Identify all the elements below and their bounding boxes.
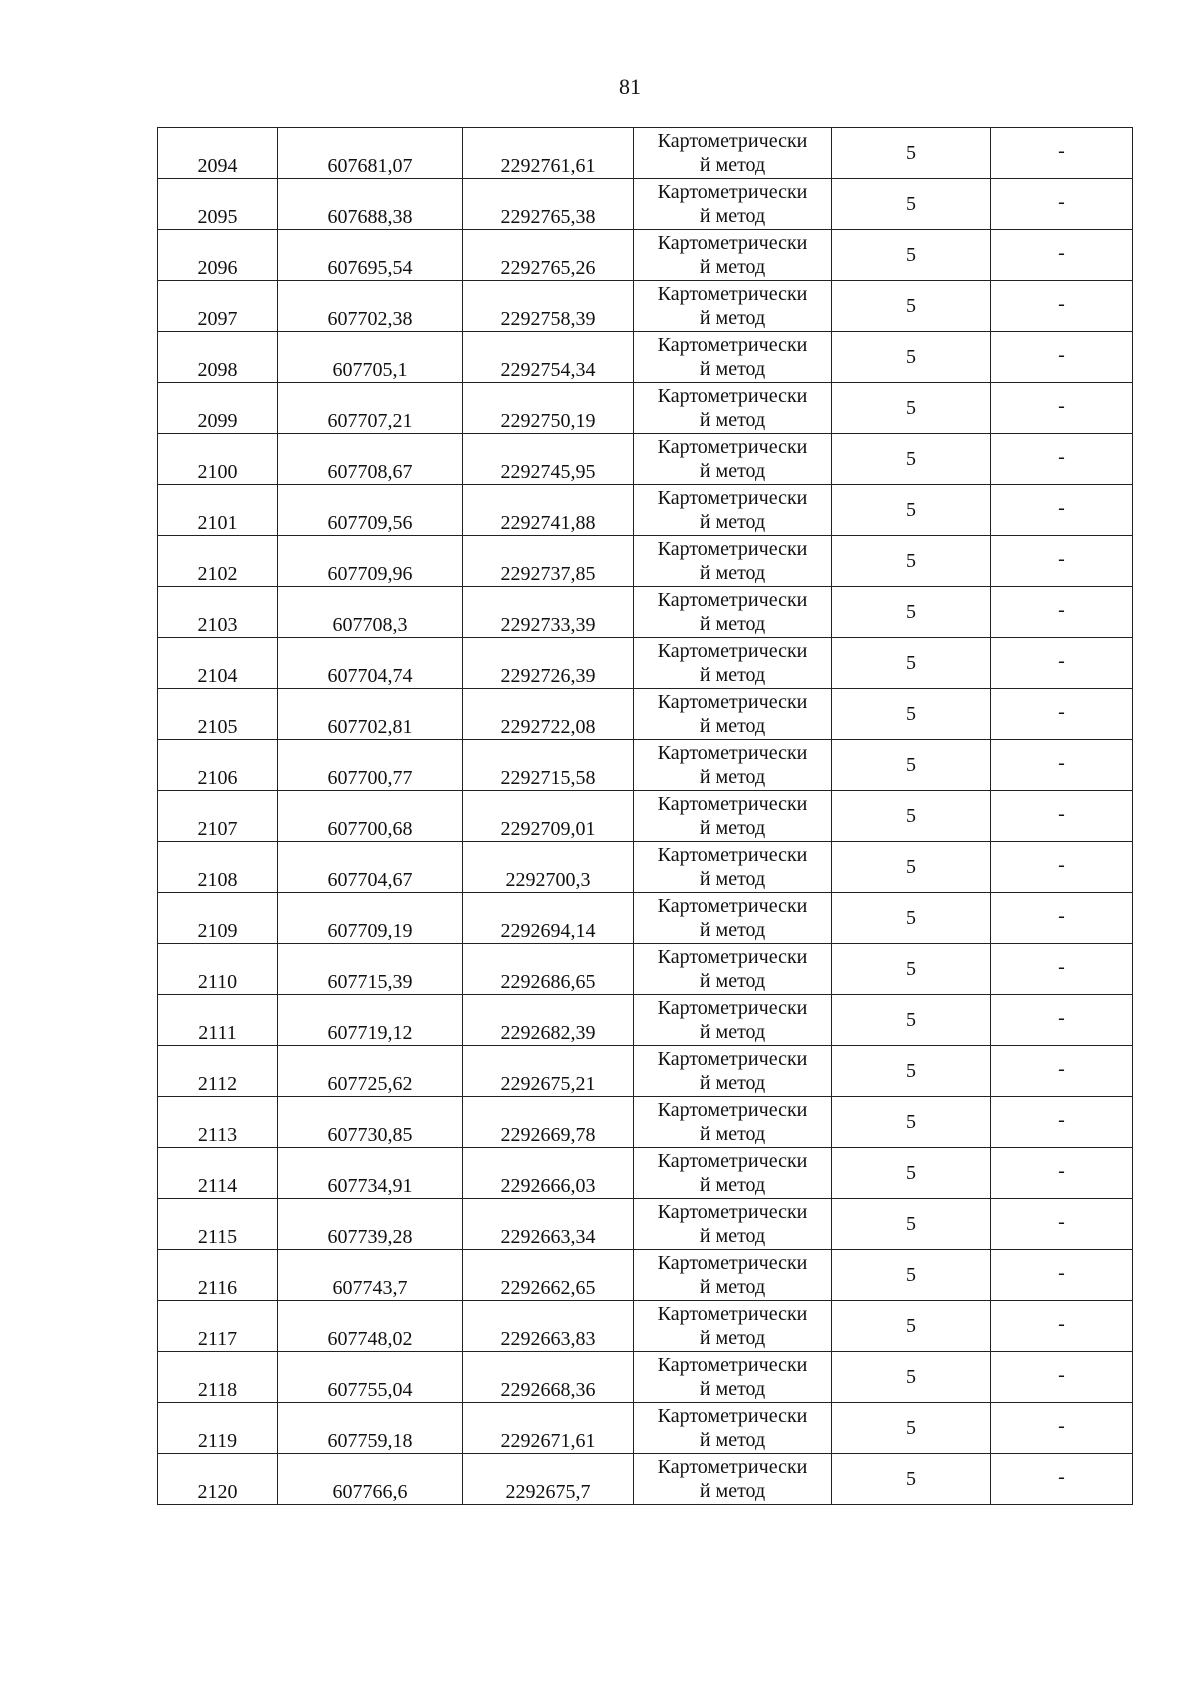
x-coordinate-cell: 607719,12: [278, 995, 463, 1046]
table-row: [158, 740, 1133, 791]
note-cell: [991, 842, 1133, 893]
note-text: -: [1058, 599, 1065, 621]
x-coordinate-cell: 607734,91: [278, 1148, 463, 1199]
point-number-cell: 2119: [158, 1403, 278, 1454]
method-line-2: й метод: [699, 970, 766, 992]
precision-cell: 5: [832, 332, 991, 383]
note-cell: [991, 791, 1133, 842]
note-cell: [991, 638, 1133, 689]
note-cell: [991, 740, 1133, 791]
point-number-cell: 2104: [158, 638, 278, 689]
table-row: [158, 281, 1133, 332]
note-text: -: [1058, 140, 1065, 162]
method-line-1: Картометрически: [657, 946, 808, 968]
note-text: -: [1058, 1058, 1065, 1080]
note-cell: [991, 485, 1133, 536]
y-coordinate-cell: 2292765,26: [463, 230, 634, 281]
note-text: -: [1058, 854, 1065, 876]
method-cell: [634, 536, 832, 587]
x-coordinate-cell: 607739,28: [278, 1199, 463, 1250]
method-cell: [634, 1454, 832, 1505]
method-line-2: й метод: [699, 1021, 766, 1043]
method-line-2: й метод: [699, 1327, 766, 1349]
note-cell: [991, 1046, 1133, 1097]
y-coordinate-cell: 2292761,61: [463, 128, 634, 179]
y-coordinate-cell: 2292726,39: [463, 638, 634, 689]
method-line-1: Картометрически: [657, 589, 808, 611]
table-row: [158, 1046, 1133, 1097]
note-cell: [991, 281, 1133, 332]
y-coordinate-cell: 2292758,39: [463, 281, 634, 332]
x-coordinate-cell: 607759,18: [278, 1403, 463, 1454]
method-line-1: Картометрически: [657, 1456, 808, 1478]
table-row: [158, 383, 1133, 434]
table-row: [158, 893, 1133, 944]
method-line-2: й метод: [699, 205, 766, 227]
point-number-cell: 2099: [158, 383, 278, 434]
method-cell: [634, 383, 832, 434]
method-line-2: й метод: [699, 919, 766, 941]
method-line-1: Картометрически: [657, 334, 808, 356]
note-cell: [991, 536, 1133, 587]
point-number-cell: 2097: [158, 281, 278, 332]
point-number-cell: 2112: [158, 1046, 278, 1097]
precision-cell: 5: [832, 791, 991, 842]
table-row: [158, 179, 1133, 230]
x-coordinate-cell: 607748,02: [278, 1301, 463, 1352]
method-cell: [634, 1403, 832, 1454]
y-coordinate-cell: 2292709,01: [463, 791, 634, 842]
table-row: [158, 1148, 1133, 1199]
note-text: -: [1058, 905, 1065, 927]
note-cell: [991, 383, 1133, 434]
method-line-2: й метод: [699, 715, 766, 737]
precision-cell: 5: [832, 740, 991, 791]
x-coordinate-cell: 607688,38: [278, 179, 463, 230]
y-coordinate-cell: 2292694,14: [463, 893, 634, 944]
point-number-cell: 2103: [158, 587, 278, 638]
precision-cell: 5: [832, 587, 991, 638]
method-line-2: й метод: [699, 868, 766, 890]
y-coordinate-cell: 2292733,39: [463, 587, 634, 638]
method-line-2: й метод: [699, 154, 766, 176]
x-coordinate-cell: 607702,81: [278, 689, 463, 740]
method-line-1: Картометрически: [657, 436, 808, 458]
point-number-cell: 2098: [158, 332, 278, 383]
point-number-cell: 2109: [158, 893, 278, 944]
point-number-cell: 2111: [158, 995, 278, 1046]
note-cell: [991, 434, 1133, 485]
y-coordinate-cell: 2292745,95: [463, 434, 634, 485]
table-row: [158, 536, 1133, 587]
x-coordinate-cell: 607709,96: [278, 536, 463, 587]
x-coordinate-cell: 607709,19: [278, 893, 463, 944]
point-number-cell: 2095: [158, 179, 278, 230]
y-coordinate-cell: 2292669,78: [463, 1097, 634, 1148]
table-row: [158, 1403, 1133, 1454]
method-line-1: Картометрически: [657, 538, 808, 560]
point-number-cell: 2102: [158, 536, 278, 587]
method-cell: [634, 587, 832, 638]
table-row: [158, 128, 1133, 179]
method-line-1: Картометрически: [657, 844, 808, 866]
y-coordinate-cell: 2292750,19: [463, 383, 634, 434]
method-line-1: Картометрически: [657, 997, 808, 1019]
table-row: [158, 332, 1133, 383]
method-cell: [634, 230, 832, 281]
method-line-1: Картометрически: [657, 742, 808, 764]
method-line-2: й метод: [699, 1225, 766, 1247]
method-line-1: Картометрически: [657, 640, 808, 662]
method-line-1: Картометрически: [657, 1354, 808, 1376]
note-text: -: [1058, 1313, 1065, 1335]
point-number-cell: 2118: [158, 1352, 278, 1403]
method-line-2: й метод: [699, 1123, 766, 1145]
note-cell: [991, 230, 1133, 281]
coordinates-table-body: [158, 128, 1133, 1505]
precision-cell: 5: [832, 179, 991, 230]
precision-cell: 5: [832, 230, 991, 281]
method-line-2: й метод: [699, 1174, 766, 1196]
method-line-1: Картометрически: [657, 232, 808, 254]
x-coordinate-cell: 607707,21: [278, 383, 463, 434]
table-row: [158, 587, 1133, 638]
x-coordinate-cell: 607708,67: [278, 434, 463, 485]
page-number: 81: [619, 74, 641, 99]
method-line-1: Картометрически: [657, 1048, 808, 1070]
precision-cell: 5: [832, 1352, 991, 1403]
table-row: [158, 1250, 1133, 1301]
note-text: -: [1058, 395, 1065, 417]
precision-cell: 5: [832, 638, 991, 689]
note-text: -: [1058, 191, 1065, 213]
method-cell: [634, 689, 832, 740]
table-row: [158, 485, 1133, 536]
precision-cell: 5: [832, 1250, 991, 1301]
note-text: -: [1058, 1262, 1065, 1284]
method-line-2: й метод: [699, 256, 766, 278]
x-coordinate-cell: 607704,74: [278, 638, 463, 689]
y-coordinate-cell: 2292741,88: [463, 485, 634, 536]
method-cell: [634, 332, 832, 383]
note-cell: [991, 1301, 1133, 1352]
point-number-cell: 2108: [158, 842, 278, 893]
method-line-2: й метод: [699, 460, 766, 482]
point-number-cell: 2105: [158, 689, 278, 740]
note-text: -: [1058, 1211, 1065, 1233]
method-line-1: Картометрически: [657, 1099, 808, 1121]
method-cell: [634, 128, 832, 179]
note-cell: [991, 332, 1133, 383]
method-cell: [634, 995, 832, 1046]
precision-cell: 5: [832, 1454, 991, 1505]
note-cell: [991, 944, 1133, 995]
method-line-2: й метод: [699, 766, 766, 788]
method-line-2: й метод: [699, 613, 766, 635]
y-coordinate-cell: 2292737,85: [463, 536, 634, 587]
table-row: [158, 995, 1133, 1046]
table-row: [158, 638, 1133, 689]
note-text: -: [1058, 1364, 1065, 1386]
y-coordinate-cell: 2292666,03: [463, 1148, 634, 1199]
precision-cell: 5: [832, 893, 991, 944]
precision-cell: 5: [832, 1046, 991, 1097]
x-coordinate-cell: 607743,7: [278, 1250, 463, 1301]
method-line-2: й метод: [699, 1378, 766, 1400]
precision-cell: 5: [832, 128, 991, 179]
precision-cell: 5: [832, 434, 991, 485]
y-coordinate-cell: 2292663,34: [463, 1199, 634, 1250]
method-cell: [634, 740, 832, 791]
method-cell: [634, 179, 832, 230]
y-coordinate-cell: 2292722,08: [463, 689, 634, 740]
precision-cell: 5: [832, 1301, 991, 1352]
note-cell: [991, 1352, 1133, 1403]
method-cell: [634, 1250, 832, 1301]
method-line-1: Картометрически: [657, 691, 808, 713]
method-line-2: й метод: [699, 409, 766, 431]
note-text: -: [1058, 1007, 1065, 1029]
point-number-cell: 2113: [158, 1097, 278, 1148]
point-number-cell: 2116: [158, 1250, 278, 1301]
method-cell: [634, 434, 832, 485]
y-coordinate-cell: 2292671,61: [463, 1403, 634, 1454]
x-coordinate-cell: 607702,38: [278, 281, 463, 332]
precision-cell: 5: [832, 995, 991, 1046]
table-row: [158, 791, 1133, 842]
note-text: -: [1058, 242, 1065, 264]
point-number-cell: 2117: [158, 1301, 278, 1352]
y-coordinate-cell: 2292715,58: [463, 740, 634, 791]
y-coordinate-cell: 2292754,34: [463, 332, 634, 383]
note-cell: [991, 128, 1133, 179]
method-cell: [634, 791, 832, 842]
method-line-1: Картометрически: [657, 487, 808, 509]
method-line-1: Картометрически: [657, 793, 808, 815]
note-cell: [991, 1097, 1133, 1148]
table-row: [158, 1097, 1133, 1148]
point-number-cell: 2096: [158, 230, 278, 281]
y-coordinate-cell: 2292663,83: [463, 1301, 634, 1352]
point-number-cell: 2094: [158, 128, 278, 179]
x-coordinate-cell: 607725,62: [278, 1046, 463, 1097]
method-cell: [634, 638, 832, 689]
y-coordinate-cell: 2292765,38: [463, 179, 634, 230]
precision-cell: 5: [832, 944, 991, 995]
note-text: -: [1058, 752, 1065, 774]
precision-cell: 5: [832, 281, 991, 332]
table-row: [158, 1352, 1133, 1403]
note-text: -: [1058, 701, 1065, 723]
method-line-2: й метод: [699, 511, 766, 533]
x-coordinate-cell: 607704,67: [278, 842, 463, 893]
point-number-cell: 2106: [158, 740, 278, 791]
x-coordinate-cell: 607695,54: [278, 230, 463, 281]
note-cell: [991, 179, 1133, 230]
note-text: -: [1058, 650, 1065, 672]
table-row: [158, 1301, 1133, 1352]
note-cell: [991, 1403, 1133, 1454]
table-row: [158, 434, 1133, 485]
point-number-cell: 2120: [158, 1454, 278, 1505]
method-line-1: Картометрически: [657, 1303, 808, 1325]
table-row: [158, 230, 1133, 281]
method-cell: [634, 893, 832, 944]
point-number-cell: 2114: [158, 1148, 278, 1199]
method-line-2: й метод: [699, 1276, 766, 1298]
note-text: -: [1058, 803, 1065, 825]
method-line-2: й метод: [699, 307, 766, 329]
x-coordinate-cell: 607700,77: [278, 740, 463, 791]
point-number-cell: 2100: [158, 434, 278, 485]
method-line-2: й метод: [699, 1429, 766, 1451]
method-line-2: й метод: [699, 1480, 766, 1502]
x-coordinate-cell: 607700,68: [278, 791, 463, 842]
method-cell: [634, 1046, 832, 1097]
method-line-2: й метод: [699, 664, 766, 686]
x-coordinate-cell: 607705,1: [278, 332, 463, 383]
y-coordinate-cell: 2292662,65: [463, 1250, 634, 1301]
y-coordinate-cell: 2292675,7: [463, 1454, 634, 1505]
precision-cell: 5: [832, 1199, 991, 1250]
y-coordinate-cell: 2292682,39: [463, 995, 634, 1046]
method-line-2: й метод: [699, 817, 766, 839]
method-line-2: й метод: [699, 562, 766, 584]
x-coordinate-cell: 607730,85: [278, 1097, 463, 1148]
point-number-cell: 2110: [158, 944, 278, 995]
x-coordinate-cell: 607708,3: [278, 587, 463, 638]
note-text: -: [1058, 1109, 1065, 1131]
precision-cell: 5: [832, 383, 991, 434]
method-line-1: Картометрически: [657, 181, 808, 203]
method-cell: [634, 1199, 832, 1250]
note-text: -: [1058, 548, 1065, 570]
y-coordinate-cell: 2292675,21: [463, 1046, 634, 1097]
coordinates-table: [157, 127, 1133, 1505]
method-cell: [634, 1148, 832, 1199]
note-text: -: [1058, 956, 1065, 978]
method-line-1: Картометрически: [657, 1252, 808, 1274]
note-cell: [991, 1454, 1133, 1505]
note-text: -: [1058, 293, 1065, 315]
precision-cell: 5: [832, 1403, 991, 1454]
method-line-2: й метод: [699, 358, 766, 380]
note-cell: [991, 1148, 1133, 1199]
note-cell: [991, 1250, 1133, 1301]
note-text: -: [1058, 344, 1065, 366]
note-cell: [991, 587, 1133, 638]
method-line-2: й метод: [699, 1072, 766, 1094]
x-coordinate-cell: 607755,04: [278, 1352, 463, 1403]
table-row: [158, 842, 1133, 893]
point-number-cell: 2115: [158, 1199, 278, 1250]
note-cell: [991, 1199, 1133, 1250]
note-text: -: [1058, 1415, 1065, 1437]
method-cell: [634, 485, 832, 536]
x-coordinate-cell: 607766,6: [278, 1454, 463, 1505]
table-row: [158, 1454, 1133, 1505]
precision-cell: 5: [832, 689, 991, 740]
method-line-1: Картометрически: [657, 1405, 808, 1427]
precision-cell: 5: [832, 1148, 991, 1199]
table-row: [158, 689, 1133, 740]
method-line-1: Картометрически: [657, 385, 808, 407]
table-row: [158, 1199, 1133, 1250]
point-number-cell: 2101: [158, 485, 278, 536]
method-cell: [634, 1352, 832, 1403]
method-line-1: Картометрически: [657, 1150, 808, 1172]
method-cell: [634, 1301, 832, 1352]
method-line-1: Картометрически: [657, 130, 808, 152]
method-line-1: Картометрически: [657, 1201, 808, 1223]
note-text: -: [1058, 446, 1065, 468]
precision-cell: 5: [832, 536, 991, 587]
y-coordinate-cell: 2292668,36: [463, 1352, 634, 1403]
precision-cell: 5: [832, 842, 991, 893]
x-coordinate-cell: 607715,39: [278, 944, 463, 995]
method-cell: [634, 944, 832, 995]
method-line-1: Картометрически: [657, 895, 808, 917]
note-cell: [991, 893, 1133, 944]
table-row: [158, 944, 1133, 995]
x-coordinate-cell: 607709,56: [278, 485, 463, 536]
y-coordinate-cell: 2292700,3: [463, 842, 634, 893]
precision-cell: 5: [832, 1097, 991, 1148]
method-cell: [634, 842, 832, 893]
method-line-1: Картометрически: [657, 283, 808, 305]
method-cell: [634, 281, 832, 332]
note-cell: [991, 689, 1133, 740]
x-coordinate-cell: 607681,07: [278, 128, 463, 179]
note-text: -: [1058, 497, 1065, 519]
y-coordinate-cell: 2292686,65: [463, 944, 634, 995]
precision-cell: 5: [832, 485, 991, 536]
note-text: -: [1058, 1160, 1065, 1182]
point-number-cell: 2107: [158, 791, 278, 842]
note-cell: [991, 995, 1133, 1046]
note-text: -: [1058, 1466, 1065, 1488]
method-cell: [634, 1097, 832, 1148]
